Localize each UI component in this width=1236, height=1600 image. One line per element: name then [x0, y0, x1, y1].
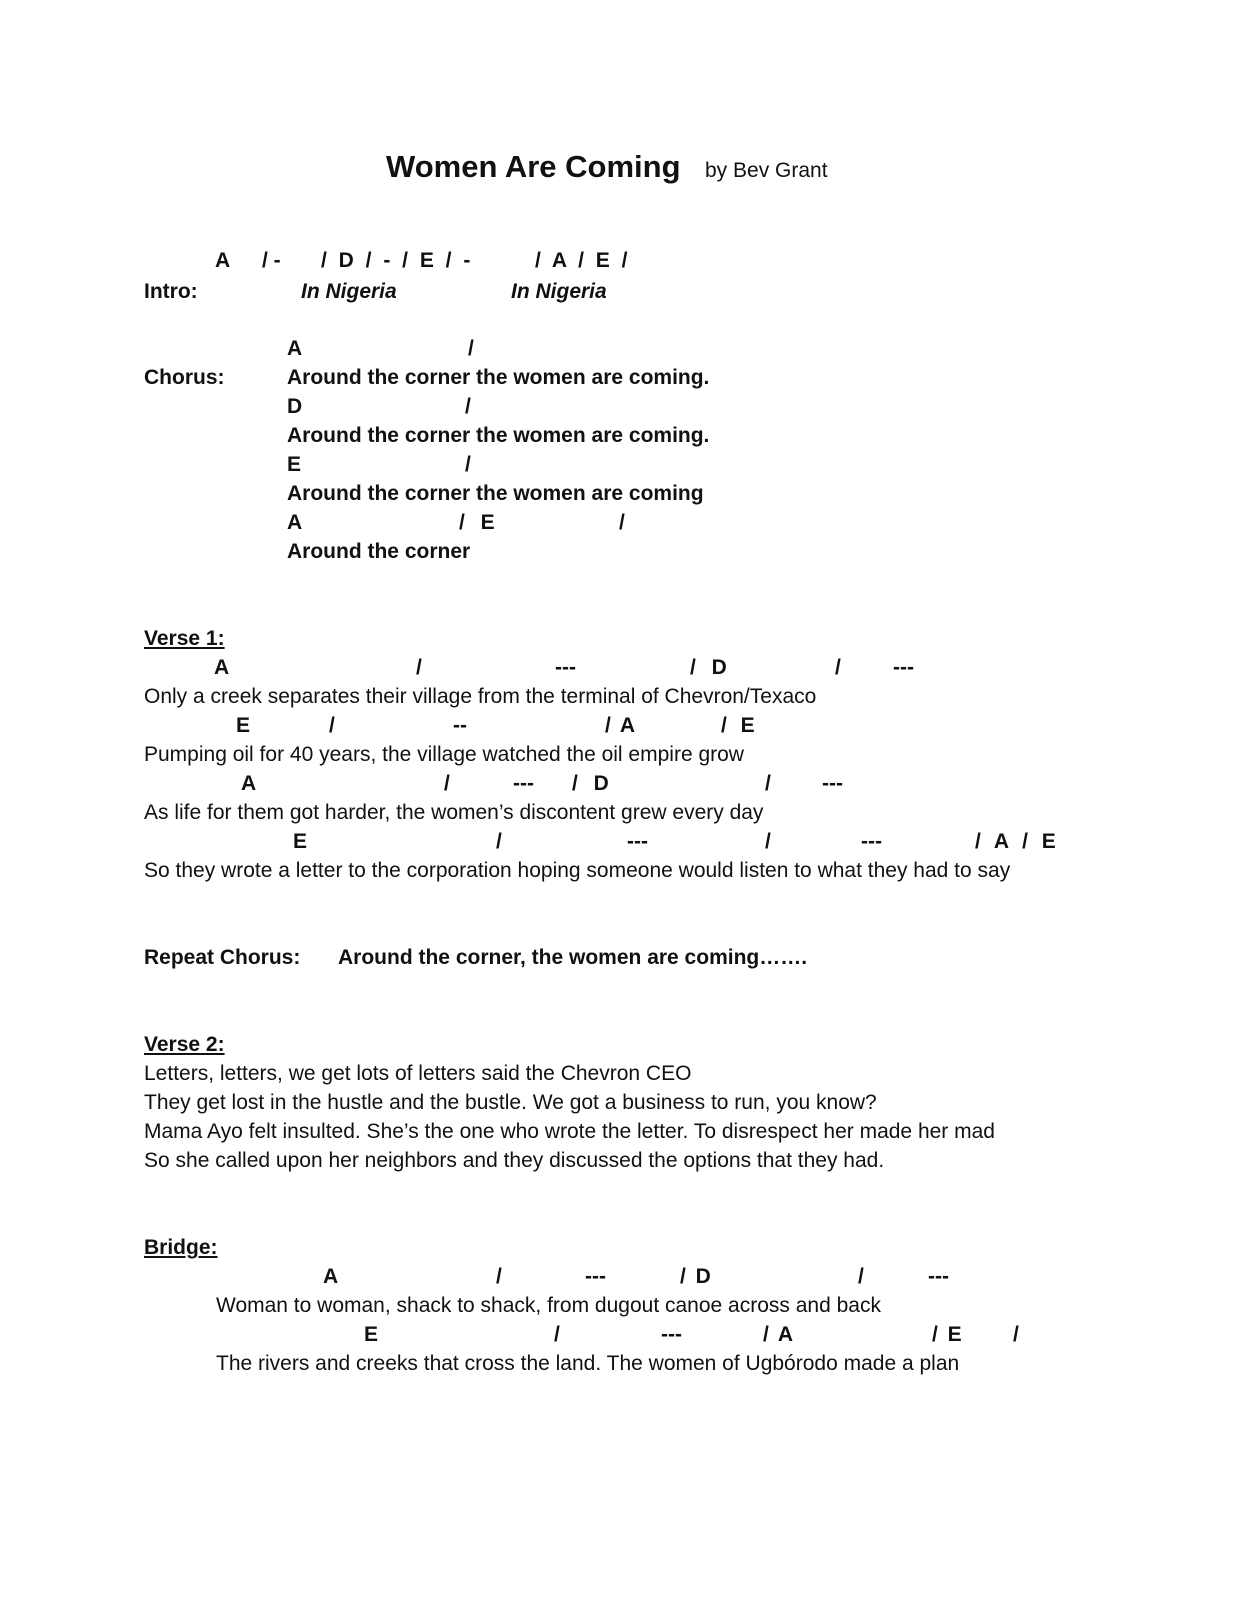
verse1-chord: / — [444, 772, 450, 795]
bridge-chord: E — [364, 1323, 379, 1346]
verse1-chord: / E — [721, 714, 755, 737]
verse1-label: Verse 1: — [144, 627, 225, 650]
chorus-chord: / — [465, 395, 471, 418]
verse1-chord: E — [236, 714, 251, 737]
verse1-chord: --- — [513, 772, 534, 795]
chorus-chord: / E — [459, 511, 495, 534]
chorus-lyric: Around the corner — [287, 540, 471, 563]
bridge-chord: / — [554, 1323, 560, 1346]
intro-chord: / A / E / — [535, 249, 628, 272]
song-title: Women Are Coming — [386, 149, 681, 184]
intro-chord: A — [215, 249, 231, 272]
verse1-chord: / D — [690, 656, 727, 679]
chorus-lyric: Around the corner the women are coming. — [287, 424, 710, 447]
verse1-chord: E — [293, 830, 308, 853]
bridge-chord: / — [1013, 1323, 1019, 1346]
byline: by Bev Grant — [705, 159, 828, 182]
bridge-chord: / — [858, 1265, 864, 1288]
verse2-lyric: They get lost in the hustle and the bustle. We got a business to run, you know? — [144, 1091, 877, 1114]
verse1-chord: --- — [627, 830, 648, 853]
intro-chord: / D / - / E / - — [321, 249, 471, 272]
chorus-chord: / — [465, 453, 471, 476]
chorus-chord: / — [619, 511, 625, 534]
chorus-label: Chorus: — [144, 366, 225, 389]
intro-lyric: In Nigeria — [511, 280, 607, 303]
verse1-lyric: Only a creek separates their village from the terminal of Chevron/Texaco — [144, 685, 817, 708]
verse1-chord: -- — [453, 714, 467, 737]
repeat-chorus-text: Around the corner, the women are coming……. — [338, 946, 808, 969]
verse1-chord: / — [765, 830, 771, 853]
bridge-lyric: Woman to woman, shack to shack, from dugout canoe across and back — [216, 1294, 881, 1317]
chorus-lyric: Around the corner the women are coming — [287, 482, 704, 505]
bridge-chord: --- — [661, 1323, 682, 1346]
bridge-chord: A — [323, 1265, 339, 1288]
bridge-chord: / E — [932, 1323, 962, 1346]
verse1-chord: / D — [572, 772, 609, 795]
verse1-chord: --- — [822, 772, 843, 795]
bridge-label: Bridge: — [144, 1236, 218, 1259]
verse1-lyric: So they wrote a letter to the corporation hoping someone would listen to what they had to say — [144, 859, 1011, 882]
verse1-chord: / — [496, 830, 502, 853]
verse1-chord: / — [835, 656, 841, 679]
verse1-chord: --- — [555, 656, 576, 679]
verse1-chord: A — [241, 772, 257, 795]
intro-lyric: In Nigeria — [301, 280, 397, 303]
verse1-lyric: Pumping oil for 40 years, the village watched the oil empire grow — [144, 743, 744, 766]
repeat-chorus-label: Repeat Chorus: — [144, 946, 301, 969]
intro-label: Intro: — [144, 280, 198, 303]
verse2-label: Verse 2: — [144, 1033, 225, 1056]
chorus-chord: D — [287, 395, 303, 418]
verse1-chord: / A / E — [975, 830, 1056, 853]
verse2-lyric: So she called upon her neighbors and they discussed the options that they had. — [144, 1149, 885, 1172]
bridge-chord: --- — [585, 1265, 606, 1288]
bridge-lyric: The rivers and creeks that cross the land. The women of Ugbórodo made a plan — [216, 1352, 960, 1375]
verse1-chord: / — [416, 656, 422, 679]
chorus-lyric: Around the corner the women are coming. — [287, 366, 710, 389]
bridge-chord: / A — [763, 1323, 794, 1346]
chorus-chord: A — [287, 337, 303, 360]
verse1-chord: --- — [861, 830, 882, 853]
chorus-chord: / — [468, 337, 474, 360]
chorus-chord: E — [287, 453, 302, 476]
verse1-chord: / A — [605, 714, 636, 737]
verse1-chord: A — [214, 656, 230, 679]
verse2-lyric: Mama Ayo felt insulted. She’s the one who wrote the letter. To disrespect her made her mad — [144, 1120, 995, 1143]
verse1-chord: / — [765, 772, 771, 795]
chorus-chord: A — [287, 511, 303, 534]
intro-chord: / - — [262, 249, 281, 272]
verse1-chord: --- — [893, 656, 914, 679]
bridge-chord: / — [496, 1265, 502, 1288]
verse1-chord: / — [329, 714, 335, 737]
verse2-lyric: Letters, letters, we get lots of letters said the Chevron CEO — [144, 1062, 692, 1085]
verse1-lyric: As life for them got harder, the women’s discontent grew every day — [144, 801, 764, 824]
bridge-chord: --- — [928, 1265, 949, 1288]
bridge-chord: / D — [680, 1265, 711, 1288]
